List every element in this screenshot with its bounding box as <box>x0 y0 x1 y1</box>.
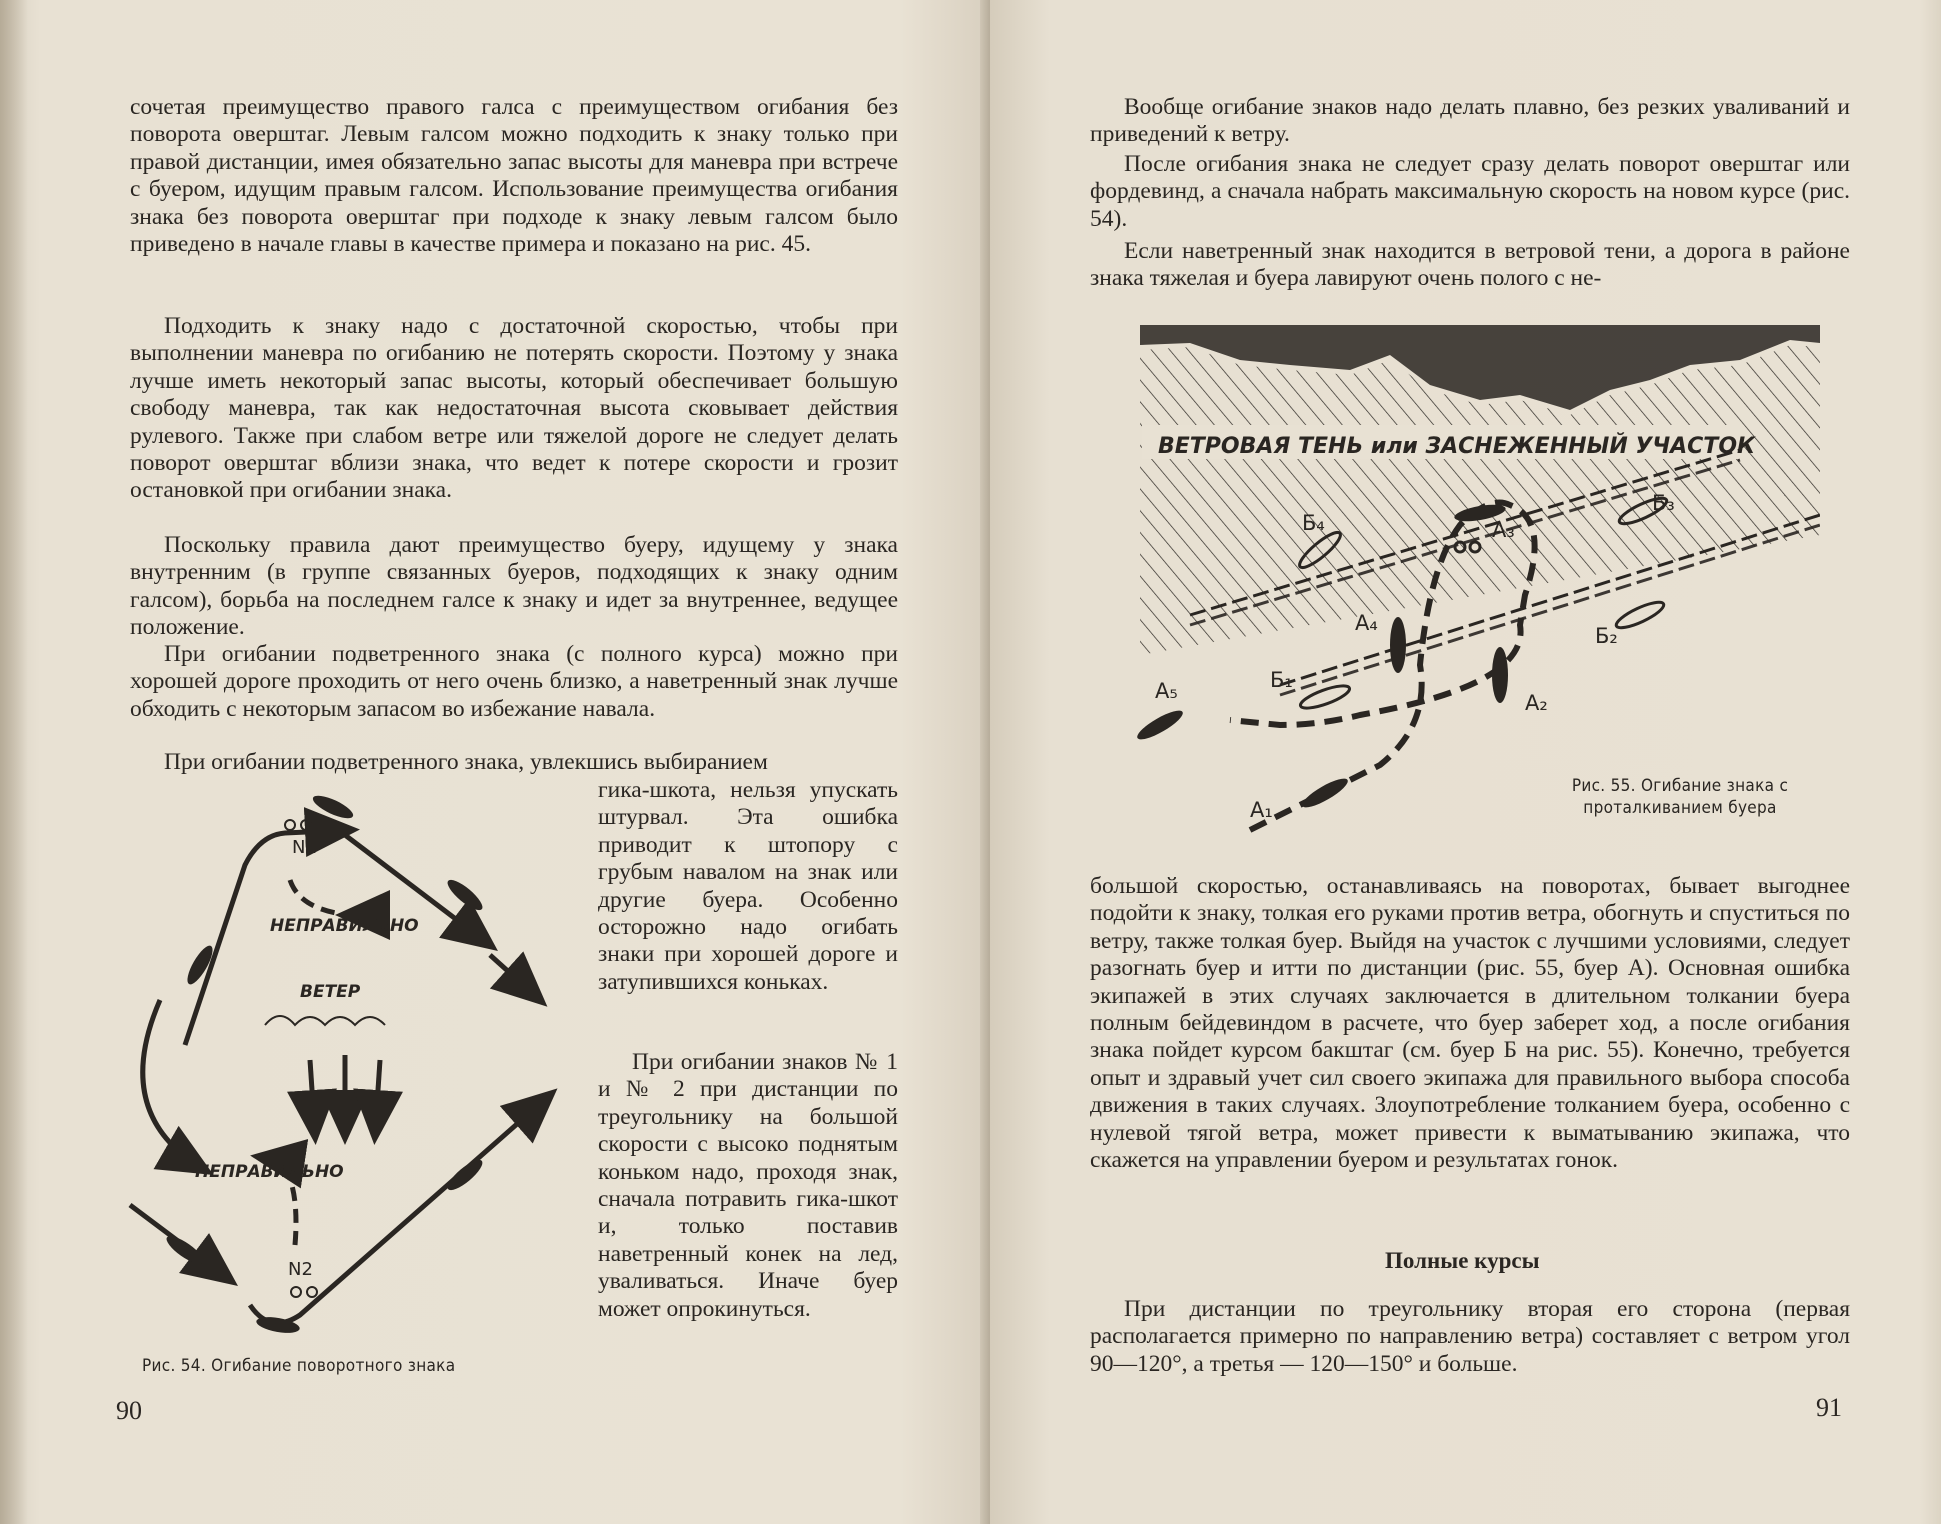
left-paragraph-2: Подходить к знаку надо с достаточной скоростью, чтобы при выполнении маневра по огибанию не потерять скорости. Поэтому у знака лучше иметь некоторый запас высоты, который обеспечивает большую свободу маневра, так как недостаточная высота сковывает действия рулевого. Также при слабом ветре или тяжелой дороге не следует делать поворот оверштаг вблизи знака, что ведет к потере скорости и грозит остановкой при огибании знака. <box>130 313 898 504</box>
label-wrong-1: НЕПРАВИЛЬНО <box>270 916 419 936</box>
right-page <box>990 0 1941 1524</box>
figure-54-caption: Рис. 54. Огибание поворотного знака <box>142 1356 456 1376</box>
iceboat-icon <box>1492 647 1508 703</box>
figure-55-diagram <box>1130 325 1820 845</box>
path-left-curve <box>143 1000 205 1170</box>
page-edge-shadow <box>0 0 28 1524</box>
iceboat-icon <box>1134 706 1186 744</box>
page-number-left: 90 <box>116 1396 142 1425</box>
figure-54-diagram <box>120 775 590 1345</box>
mark-buoy-icon <box>307 1287 317 1297</box>
label-A3: А₃ <box>1492 518 1515 542</box>
section-heading: Полные курсы <box>1385 1248 1540 1273</box>
label-B1: Б₁ <box>1270 668 1293 692</box>
label-A1: А₁ <box>1250 798 1273 822</box>
iceboat-icon <box>1613 598 1666 633</box>
zone-label: ВЕТРОВАЯ ТЕНЬ или ЗАСНЕЖЕННЫЙ УЧАСТОК <box>1158 434 1755 459</box>
left-column-text-1: гика-шкота, нельзя упускать штурвал. Эта ошибка приводит к штопору с грубым навалом на знак или другие буера. Особенно осторожно надо огибать знаки при хорошей дороге и затупившихся коньках. <box>598 777 898 995</box>
label-B2: Б₂ <box>1595 624 1618 648</box>
label-A5: А₅ <box>1155 679 1178 703</box>
iceboat-icon <box>1390 617 1406 673</box>
mark-buoy-icon <box>285 820 295 830</box>
label-A4: А₄ <box>1355 611 1378 635</box>
mark-buoy-icon <box>301 820 311 830</box>
left-column-text-2: При огибании знаков № 1 и № 2 при дистанции по треугольнику на большой скорости с высоко поднятым коньком надо, проходя знак, сначала потравить гика-шкот и, только поставив наветренный конек на лед, уваливаться. Иначе буер может опрокинуться. <box>598 1049 898 1322</box>
iceboat-icon <box>310 791 356 822</box>
right-paragraph-5: При дистанции по треугольнику вторая его сторона (первая располагается примерно по направлению ветра) составляет с ветром угол 90—120°, а третья — 120—150° и больше. <box>1090 1296 1850 1377</box>
path-correct-top <box>185 830 350 1045</box>
iceboat-icon <box>444 1155 487 1194</box>
path-wrong-top <box>290 880 350 915</box>
right-paragraph-3: Если наветренный знак находится в ветровой тени, а дорога в районе знака тяжелая и буера лавируют очень полого с не- <box>1090 238 1850 292</box>
path-right-bottom <box>490 955 540 1000</box>
label-wrong-2: НЕПРАВИЛЬНО <box>195 1162 344 1182</box>
cloud-shape <box>265 1016 385 1025</box>
figure-55-caption: Рис. 55. Огибание знака с проталкиванием буера <box>1571 776 1789 818</box>
page-number-right: 91 <box>1816 1393 1842 1422</box>
left-paragraph-3: Поскольку правила дают преимущество буеру, идущему у знака внутренним (в группе связанных буеров, подходящих к знаку одним галсом), борьба на последнем галсе к знаку и идет за внутреннее, ведущее положение. <box>130 532 898 641</box>
iceboat-icon <box>1299 774 1351 812</box>
right-paragraph-4: большой скоростью, останавливаясь на поворотах, бывает выгоднее подойти к знаку, толкая его руками против ветра, обогнуть и спуститься по ветру, также толкая буер. Выйдя на участок с лучшими условиями, следует разогнать буер и итти по дистанции (рис. 55, буер А). Основная ошибка экипажей в этих случаях заключается в длительном толкании буера полным бейдевиндом в расчете, что буер заберет ход, а после огибания знака пойдет курсом бакштаг (см. буер Б на рис. 55). Конечно, требуется опыт и здравый учет сил своего экипажа для правильного выбора способа движения в таких случаях. Злоупотребление толканием буера, особенно с нулевой тягой ветра, может привести к выматыванию экипажа, что скажется на управлении буером и результатах гонок. <box>1090 873 1850 1174</box>
left-paragraph-4: При огибании подветренного знака (с полного курса) можно при хорошей дороге проходить от него очень близко, а наветренный знак лучше обходить с некоторым запасом во избежание навала. <box>130 641 898 722</box>
left-paragraph-5: При огибании подветренного знака, увлекшись выбиранием <box>164 749 768 775</box>
mark-label-1: N1 <box>292 837 317 858</box>
iceboat-icon <box>163 1232 207 1269</box>
left-paragraph-1: сочетая преимущество правого галса с преимуществом огибания без поворота оверштаг. Левым галсом можно подходить к знаку только при правой дистанции, имея обязательно запас высоты для маневра при встрече с буером, идущим правым галсом. Использование преимущества огибания знака без поворота оверштаг при подходе к знаку левым галсом было приведено в начале главы в качестве примера и показано на рис. 45. <box>130 94 898 258</box>
label-A2: А₂ <box>1525 691 1548 715</box>
right-paragraph-2: После огибания знака не следует сразу делать поворот оверштаг или фордевинд, а сначала набрать максимальную скорость на новом курсе (рис. 54). <box>1090 151 1850 232</box>
label-B4: Б₄ <box>1302 511 1325 535</box>
iceboat-icon <box>444 875 487 914</box>
label-wind: ВЕТЕР <box>300 982 361 1002</box>
right-paragraph-1: Вообще огибание знаков надо делать плавно, без резких уваливаний и приведений к ветру. <box>1090 94 1850 148</box>
mark-buoy-icon <box>291 1287 301 1297</box>
mark-label-2: N2 <box>288 1259 313 1280</box>
label-B3: Б₃ <box>1652 491 1675 515</box>
